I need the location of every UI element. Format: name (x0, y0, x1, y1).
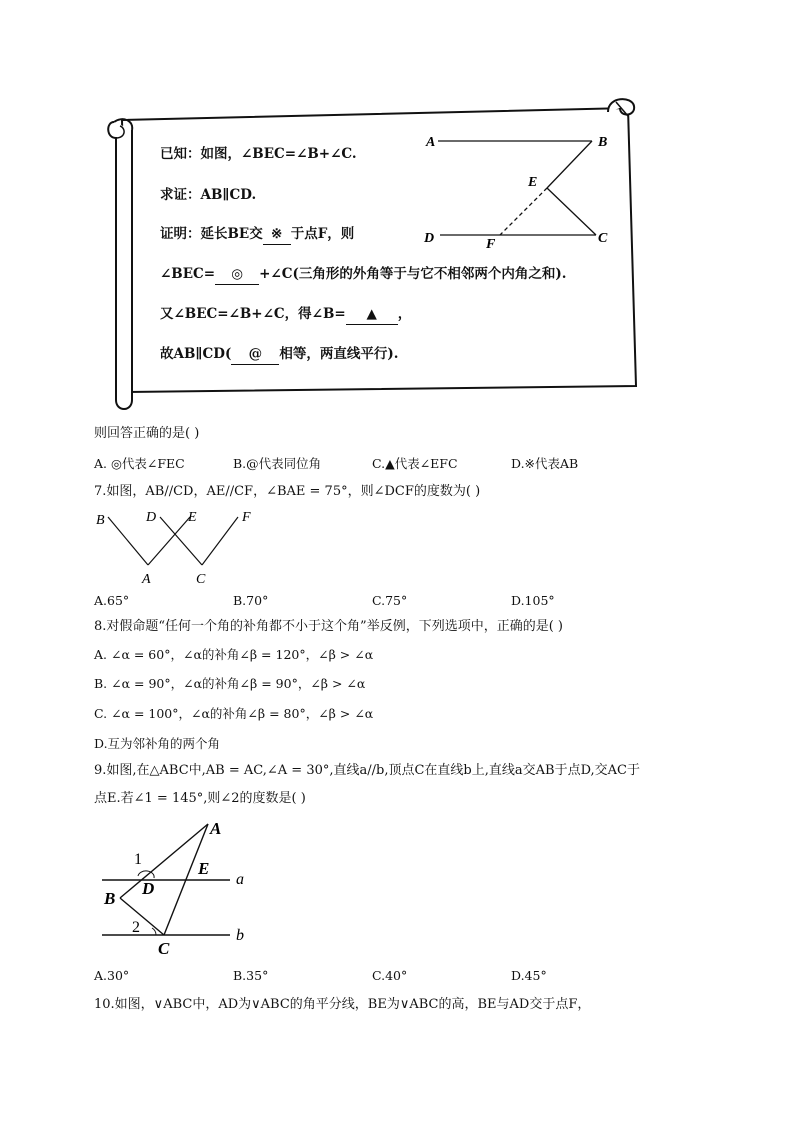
q7-label-D: D (146, 510, 157, 525)
q7-label-B: B (96, 513, 105, 528)
q9-label-a: a (236, 871, 244, 888)
q7-label-C: C (196, 572, 206, 587)
q9-label-two: 2 (132, 919, 140, 936)
q7-option-a[interactable]: A.65° (94, 593, 130, 608)
proof-suffix: 于点F，则 (290, 226, 355, 242)
q9-option-c[interactable]: C.40° (372, 968, 408, 983)
line2-prefix: ∠BEC= (160, 266, 216, 282)
segment-EC (547, 188, 596, 235)
q10-stem: 10.如图，∨ABC中，AD为∨ABC的角平分线，BE为∨ABC的高，BE与AD交于点F， (94, 997, 591, 1012)
q9-label-b: b (236, 927, 244, 944)
blank-4: @ (231, 344, 279, 365)
blank-3: ▲ (346, 304, 398, 325)
q6-option-a[interactable]: A. ◎代表∠FEC (94, 456, 185, 471)
q7-stem: 7.如图，AB//CD，AE//CF，∠BAE = 75°，则∠DCF的度数为( ) (94, 484, 481, 499)
proof-prefix: 证明：延长BE交 (160, 226, 263, 242)
q9-stem-line1: 9.如图,在△ABC中,AB = AC,∠A = 30°,直线a//b,顶点C在直线b上,直线a交AB于点D,交AC于 (94, 763, 640, 778)
q9-label-C: C (158, 939, 170, 958)
q9-label-B: B (104, 889, 116, 908)
q9-label-D: D (142, 879, 155, 898)
q7-figure (90, 505, 270, 595)
line3-prefix: 又∠BEC=∠B+∠C，得∠B= (160, 306, 346, 322)
blank-2: ◎ (215, 264, 259, 285)
parallel-lines-figure (420, 128, 620, 252)
q6-option-d[interactable]: D.※代表AB (511, 456, 579, 471)
segment-EF-dashed (500, 188, 547, 235)
q9-option-d[interactable]: D.45° (511, 968, 547, 983)
q7-option-d[interactable]: D.105° (511, 593, 555, 608)
q7-label-A: A (142, 572, 151, 587)
prove-statement: 求证：AB∥CD. (160, 187, 257, 203)
line-CF (202, 517, 238, 565)
q8-option-a[interactable]: A. ∠α = 60°，∠α的补角∠β = 120°，∠β > ∠α (94, 647, 374, 662)
q8-option-b[interactable]: B. ∠α = 90°，∠α的补角∠β = 90°，∠β > ∠α (94, 676, 366, 691)
q6-option-b[interactable]: B.@代表同位角 (233, 456, 322, 471)
segment-BE (547, 141, 592, 188)
proof-line-3 (160, 304, 411, 325)
label-B: B (598, 135, 608, 150)
q7-label-E: E (188, 510, 197, 525)
proof-line-4 (160, 344, 398, 365)
q9-option-a[interactable]: A.30° (94, 968, 130, 983)
q9-triangle-figure (96, 812, 256, 960)
q9-option-b[interactable]: B.35° (233, 968, 269, 983)
q8-option-d[interactable]: D.互为邻补角的两个角 (94, 736, 221, 751)
proof-line-1 (160, 224, 354, 245)
q9-label-E: E (198, 859, 210, 878)
side-BC (120, 898, 164, 935)
q9-label-one: 1 (134, 851, 142, 868)
q9-label-A: A (210, 819, 222, 838)
q7-option-c[interactable]: C.75° (372, 593, 408, 608)
q9-stem-line2: 点E.若∠1 = 145°,则∠2的度数是( ) (94, 791, 306, 806)
given-statement: 已知：如图，∠BEC=∠B+∠C. (160, 146, 357, 162)
line-BA (108, 517, 148, 565)
line2-suffix: +∠C(三角形的外角等于与它不相邻两个内角之和). (259, 266, 567, 282)
q7-label-F: F (242, 510, 251, 525)
line4-prefix: 故AB∥CD( (160, 346, 232, 362)
label-E: E (528, 175, 538, 190)
label-A: A (426, 135, 436, 150)
blank-1: ※ (263, 224, 291, 245)
q8-option-c[interactable]: C. ∠α = 100°，∠α的补角∠β = 80°，∠β > ∠α (94, 706, 374, 721)
q6-option-c[interactable]: C.▲代表∠EFC (372, 456, 458, 471)
q7-option-b[interactable]: B.70° (233, 593, 269, 608)
proof-line-2 (160, 264, 566, 285)
q6-stem: 则回答正确的是( ) (94, 426, 200, 441)
label-D: D (424, 231, 435, 246)
line4-suffix: 相等，两直线平行). (279, 346, 399, 362)
label-C: C (598, 231, 608, 246)
angle-2-arc (152, 928, 156, 935)
label-F: F (486, 237, 496, 252)
q8-stem: 8.对假命题“任何一个角的补角都不小于这个角”举反例，下列选项中，正确的是( ) (94, 619, 563, 634)
line3-suffix: ， (397, 306, 412, 322)
